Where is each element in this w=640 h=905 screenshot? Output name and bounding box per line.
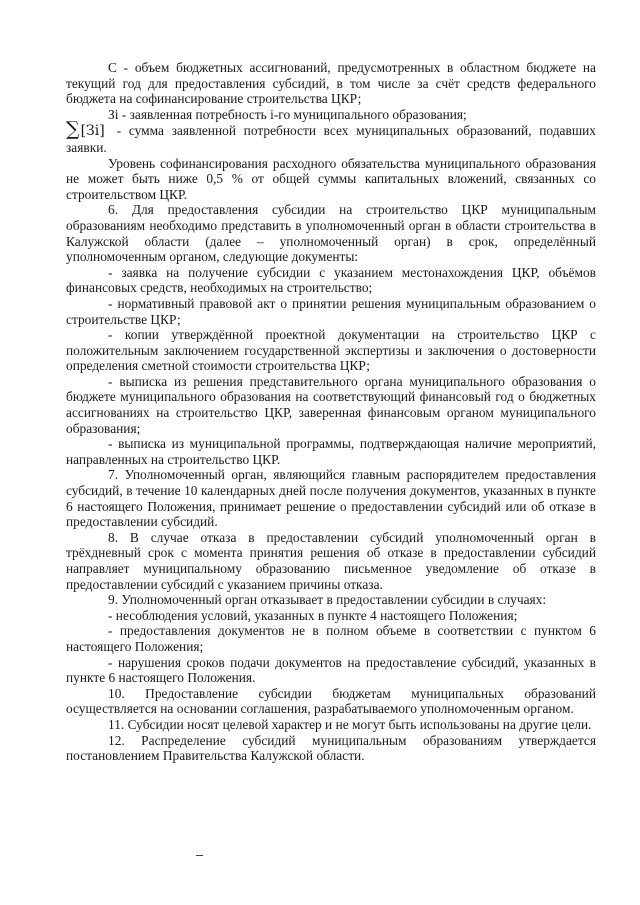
paragraph-item-12: 12. Распределение субсидий муниципальным образованиям утверждается постановлением Правительства Калужской области. xyxy=(66,732,596,764)
paragraph-item-8: 8. В случае отказа в предоставлении субсидий уполномоченный орган в трёхдневный срок с момента принятия решения об отказе в предоставлении субсидий направляет муниципальному образованию письменное уведомление об отказе в предоставлении субсидий с указанием причины отказа. xyxy=(66,529,596,592)
list-item-normative-act: - нормативный правовой акт о принятии решения муниципальным образованием о строительстве ЦКР; xyxy=(66,295,596,327)
list-item-budget-extract: - выписка из решения представительного органа муниципального образования о бюджете муниципального образования на соответствующий финансовый год о бюджетных ассигнованиях на строительство ЦКР, заверенная финансовым органом муниципального образования; xyxy=(66,373,596,436)
sum-definition-text: - сумма заявленной потребности всех муниципальных образований, подавших заявки. xyxy=(66,123,596,155)
sum-symbol: ∑ xyxy=(66,118,80,141)
list-item-deadline-violation: - нарушения сроков подачи документов на предоставление субсидий, указанных в пункте 6 настоящего Положения. xyxy=(66,654,596,686)
list-item-project-docs: - копии утверждённой проектной документации на строительство ЦКР с положительным заключением государственной экспертизы и заключения о достоверности определения сметной стоимости строительства ЦКР; xyxy=(66,327,596,374)
page-mark xyxy=(196,855,203,856)
list-item-incomplete-docs: - предоставления документов не в полном объеме в соответствии с пунктом 6 настоящего Положения; xyxy=(66,623,596,654)
list-item-program-extract: - выписка из муниципальной программы, подтверждающая наличие мероприятий, направленных на строительство ЦКР. xyxy=(66,436,596,467)
paragraph-item-9: 9. Уполномоченный орган отказывает в предоставлении субсидии в случаях: xyxy=(108,592,547,608)
paragraph-item-10: 10. Предоставление субсидии бюджетам муниципальных образований осуществляется на основании соглашения, разрабатываемого уполномоченным органом. xyxy=(66,685,596,717)
paragraph-cofinancing-level: Уровень софинансирования расходного обязательства муниципального образования не может быть ниже 0,5 % от общей суммы капитальных вложений, связанных со строительством ЦКР. xyxy=(66,155,596,202)
sum-term: [Зi] xyxy=(80,123,105,140)
paragraph-item-6: 6. Для предоставления субсидии на строительство ЦКР муниципальным образованиям необходимо представить в уполномоченный орган в области строительства в Калужской области (далее – уполномоченный орган) в срок, определённый уполномоченным органом, следующие документы: xyxy=(66,202,596,265)
paragraph-sum-definition xyxy=(66,118,596,155)
list-item-application: - заявка на получение субсидии с указанием местонахождения ЦКР, объёмов финансовых средств, необходимых на строительство; xyxy=(66,264,596,296)
list-item-conditions: - несоблюдения условий, указанных в пункте 4 настоящего Положения; xyxy=(108,607,518,623)
paragraph-item-7: 7. Уполномоченный орган, являющийся главным распорядителем предоставления субсидий, в течение 10 календарных дней после получения документов, указанных в пункте 6 настоящего Положения, принимает решение о предоставлении субсидий или об отказе в предоставлении субсидий. xyxy=(66,467,596,530)
paragraph-budget-definition: С - объем бюджетных ассигнований, предусмотренных в областном бюджете на текущий год для предоставления субсидий, в том числе за счёт средств федерального бюджета на софинансирование строительства ЦКР; xyxy=(66,60,596,107)
paragraph-item-11: 11. Субсидии носят целевой характер и не могут быть использованы на другие цели. xyxy=(108,716,592,732)
paragraph-demand-definition: Зi - заявленная потребность i-го муниципального образования; xyxy=(108,106,467,122)
